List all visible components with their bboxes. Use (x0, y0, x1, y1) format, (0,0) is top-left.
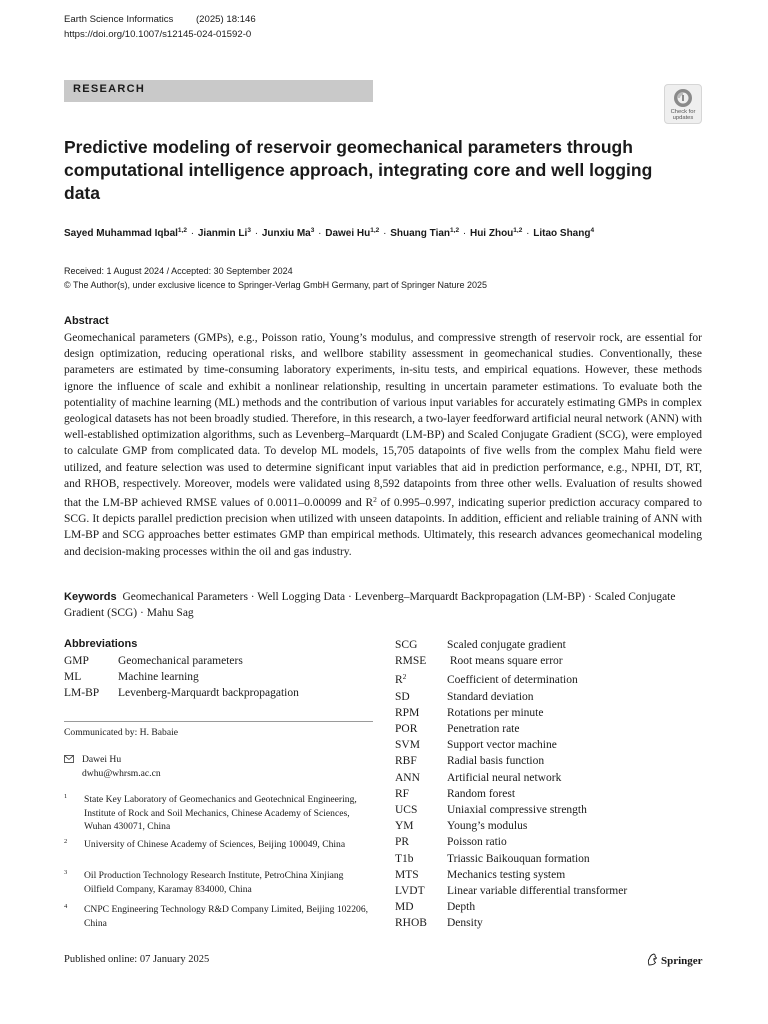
abbreviation-row (395, 851, 627, 867)
abbreviation-term: RF (395, 787, 410, 800)
abbreviation-term: RPM (395, 706, 420, 719)
author-affiliation: 3 (247, 227, 251, 234)
abbreviation-term: SVM (395, 739, 420, 752)
corresponding-author-name: Dawei Hu (82, 754, 122, 765)
keywords-text: Geomechanical Parameters · Well Logging Data · Levenberg–Marquardt Backpropagation (LM-BP) · Scaled Conjugate Gradient (SCG) · Mahu Sag (64, 591, 676, 619)
abbreviation-term: UCS (395, 804, 418, 817)
abbreviation-term: RBF (395, 755, 417, 768)
abbreviation-row (395, 915, 627, 931)
received-accepted-dates: Received: 1 August 2024 / Accepted: 30 September 2024 (64, 266, 293, 276)
abbreviation-term: LM-BP (64, 687, 100, 700)
abbreviation-term: GMP (64, 655, 89, 667)
affiliation-2 (64, 838, 374, 852)
abbreviation-term: POR (395, 723, 418, 736)
abbreviation-definition: Support vector machine (447, 739, 557, 752)
abbreviation-row (64, 685, 299, 701)
abbreviation-definition: Young’s modulus (447, 820, 528, 833)
corresponding-author (64, 753, 161, 780)
affiliation-text: CNPC Engineering Technology R&D Company Limited, Beijing 102206, China (84, 904, 369, 929)
copyright-notice: © The Author(s), under exclusive licence to Springer-Verlag GmbH Germany, part of Springer Nature 2025 (64, 280, 487, 290)
abbreviation-row (395, 883, 627, 899)
corresponding-author-email[interactable]: dwhu@whrsm.ac.cn (82, 767, 161, 779)
abbreviation-definition: Radial basis function (447, 755, 545, 768)
abbreviation-definition: Levenberg-Marquardt backpropagation (118, 687, 299, 700)
check-for-updates-icon (673, 88, 693, 108)
abbreviation-row (395, 753, 627, 769)
author-affiliation: 4 (590, 227, 595, 234)
abstract-body (64, 330, 702, 560)
journal-name: Earth Science Informatics (64, 14, 174, 25)
abbreviation-row (395, 705, 627, 721)
keywords-label: Keywords (64, 591, 117, 603)
abbreviation-definition: Triassic Baikouquan formation (447, 852, 590, 865)
abbreviation-row (64, 653, 299, 669)
affiliation-1 (64, 793, 374, 834)
abbreviation-definition: Poisson ratio (447, 836, 507, 849)
author-name[interactable]: Hui Zhou (469, 228, 514, 239)
author-affiliation: 1,2 (513, 227, 523, 234)
affiliation-number: 1 (64, 793, 68, 800)
abbreviation-term: MTS (395, 868, 419, 881)
author-name[interactable]: Litao Shang (533, 228, 591, 239)
publisher-name: Springer (661, 955, 703, 967)
abbreviations-right-column (395, 637, 627, 932)
published-online-date: Published online: 07 January 2025 (64, 954, 210, 965)
springer-horse-logo (646, 953, 658, 966)
abbreviation-definition: Standard deviation (447, 690, 534, 703)
abbreviation-row (395, 721, 627, 737)
check-for-updates-line1: Check for (670, 109, 696, 115)
abbreviation-definition: Random forest (447, 787, 516, 800)
abbreviations-left-column (64, 653, 299, 702)
abbreviation-term: PR (395, 836, 410, 849)
abbreviations-heading: Abbreviations (64, 638, 138, 650)
abbreviation-row (395, 737, 627, 753)
author-affiliation: 3 (310, 227, 315, 234)
abbreviation-definition: Density (447, 917, 483, 930)
abbreviation-definition: Scaled conjugate gradient (447, 639, 566, 651)
author-name[interactable]: Dawei Hu (325, 228, 371, 239)
article-title: Predictive modeling of reservoir geomechanical parameters through computational intelligence approach, integrating core and well logging data (64, 137, 653, 203)
journal-header (64, 12, 256, 42)
journal-citation: (2025) 18:146 (195, 14, 256, 25)
abstract-text-part2: of 0.995–0.997, indicating superior prediction accuracy compared to SCG. It depicts parallel prediction precision when utilized with unseen datapoints. In addition, efficient and reliable training of ANN with LM-BP and SCG approaches better estimates GMP than empirical methods. Ultimately, this research advances geomechanical modeling and decision-making processes within the oil and gas industry. (64, 497, 703, 558)
abbreviation-term: RHOB (395, 917, 427, 930)
abbreviation-definition: Uniaxial compressive strength (447, 804, 587, 817)
envelope-icon (64, 755, 74, 763)
abbreviation-term: T1b (395, 852, 414, 865)
section-label: RESEARCH (73, 83, 146, 95)
author-name[interactable]: Junxiu Ma (261, 228, 311, 239)
abbreviation-term (395, 669, 447, 688)
abbreviation-definition: Linear variable differential transformer (447, 885, 628, 898)
section-label-band (64, 80, 373, 102)
footnote-divider (64, 721, 373, 722)
abbreviation-row (395, 669, 627, 688)
abbreviation-row (64, 669, 299, 685)
abbreviation-definition: Penetration rate (447, 723, 520, 736)
abbreviation-definition: Artificial neural network (447, 771, 562, 784)
abbreviation-row (395, 653, 627, 669)
abbreviation-term: SCG (395, 639, 418, 651)
article-dates (64, 264, 487, 292)
abbreviation-row (395, 834, 627, 850)
publisher-logo (646, 953, 703, 967)
author-name[interactable]: Shuang Tian (390, 228, 451, 239)
abbreviation-definition: Mechanics testing system (447, 868, 566, 881)
abbreviation-term: LVDT (395, 885, 425, 898)
abbreviation-row (395, 899, 627, 915)
affiliation-number: 3 (64, 869, 68, 876)
author-list: Sayed Muhammad Iqbal$^{1,2}$ · Jianmin $Li^3$ · Junxiu $Ma^3$ · Dawei Hu$^{1,2}$ · Shuang Tian$^{1,2}$ · Hui Zhou$^{1,2}$ · Litao Shang$^4$ (64, 227, 595, 239)
abbreviation-definition: Root means square error (447, 655, 563, 668)
abbreviation-definition: Geomechanical parameters (118, 655, 243, 667)
keywords (64, 589, 702, 621)
author-affiliation: 1,2 (370, 227, 380, 234)
author-name[interactable]: Jianmin Li (197, 228, 248, 239)
abbreviation-row (395, 818, 627, 834)
abstract-heading: Abstract (64, 315, 109, 327)
affiliation-3 (64, 869, 374, 896)
abbreviation-definition: Depth (447, 901, 476, 914)
abbreviation-term-base: R (395, 674, 403, 687)
abbreviation-term: SD (395, 690, 410, 703)
abbreviation-term: MD (395, 901, 414, 914)
affiliation-number: 4 (64, 903, 68, 910)
affiliation-text: University of Chinese Academy of Sciences, Beijing 100049, China (84, 839, 346, 850)
abbreviation-term: RMSE (395, 655, 427, 668)
affiliation-4 (64, 903, 374, 930)
author-affiliation: 1,2 (450, 227, 460, 234)
communicated-by: Communicated by: H. Babaie (64, 727, 179, 738)
abbreviation-term: ML (64, 671, 82, 684)
affiliation-number: 2 (64, 838, 68, 845)
abbreviation-row (395, 689, 627, 705)
abbreviation-definition: Rotations per minute (447, 706, 544, 719)
affiliation-text: State Key Laboratory of Geomechanics and Geotechnical Engineering, Institute of Rock and Soil Mechanics, Chinese Academy of Sciences, Wuhan 430071, China (84, 794, 357, 832)
abbreviation-row (395, 770, 627, 786)
abbreviation-term: YM (395, 820, 414, 833)
abbreviation-definition: Machine learning (118, 671, 199, 684)
doi-link[interactable]: https://doi.org/10.1007/s12145-024-01592-0 (64, 29, 252, 40)
abbreviation-row (395, 867, 627, 883)
abstract-text-part1: Geomechanical parameters (GMPs), e.g., Poisson ratio, Young’s modulus, and compressive strength of reservoir rock, are essential for design optimization, reducing operational risks, and wellbore stability assessment in geomechanical studies. Conventionally, these parameters are estimated by time-consuming laboratory experiments, in-situ tests, and empirical equations. However, these methods ignore the influence of scale and exhibit a nonlinear relationship, resulting in uncertain parameter estimations. To evaluate both the potentiality of machine learning (ML) methods and the contribution of various input variables for accurately estimating GMPs in complex geological datasets has not been broadly studied. Therefore, in this research, a two-layer feedforward artificial neural network (ANN) with well-established optimization algorithms, such as Levenberg–Marquardt (LM-BP) and Scaled Conjugate Gradient (SCG), were employed to calculate GMP from complicated data. To develop ML models, 15,705 datapoints of five wells from the complex Mahu field were utilized, and feature selection was used to determine significant input variables that aid in prediction performance, e.g., NPHI, DT, RT, and RHOB, respectively. Moreover, models were validated using 8,592 datapoints from three other wells. Evaluation of results showed that the LM-BP achieved RMSE values of 0.0011–0.00099 and R (64, 332, 702, 510)
abbreviation-definition: Coefficient of determination (447, 674, 578, 687)
abbreviation-row (395, 637, 627, 653)
author-affiliation: 1,2 (177, 227, 187, 234)
author-name[interactable]: Sayed Muhammad Iqbal (64, 228, 178, 239)
check-for-updates-badge[interactable] (664, 84, 702, 124)
abbreviation-row (395, 786, 627, 802)
abbreviation-row (395, 802, 627, 818)
affiliation-text: Oil Production Technology Research Institute, PetroChina Xinjiang Oilfield Company, Karamay 834000, China (84, 870, 344, 895)
abstract-superscript: 2 (373, 495, 377, 505)
abbreviation-term: ANN (395, 771, 420, 784)
check-for-updates-line2: updates (672, 115, 694, 122)
abbreviation-term-superscript: 2 (402, 672, 407, 682)
